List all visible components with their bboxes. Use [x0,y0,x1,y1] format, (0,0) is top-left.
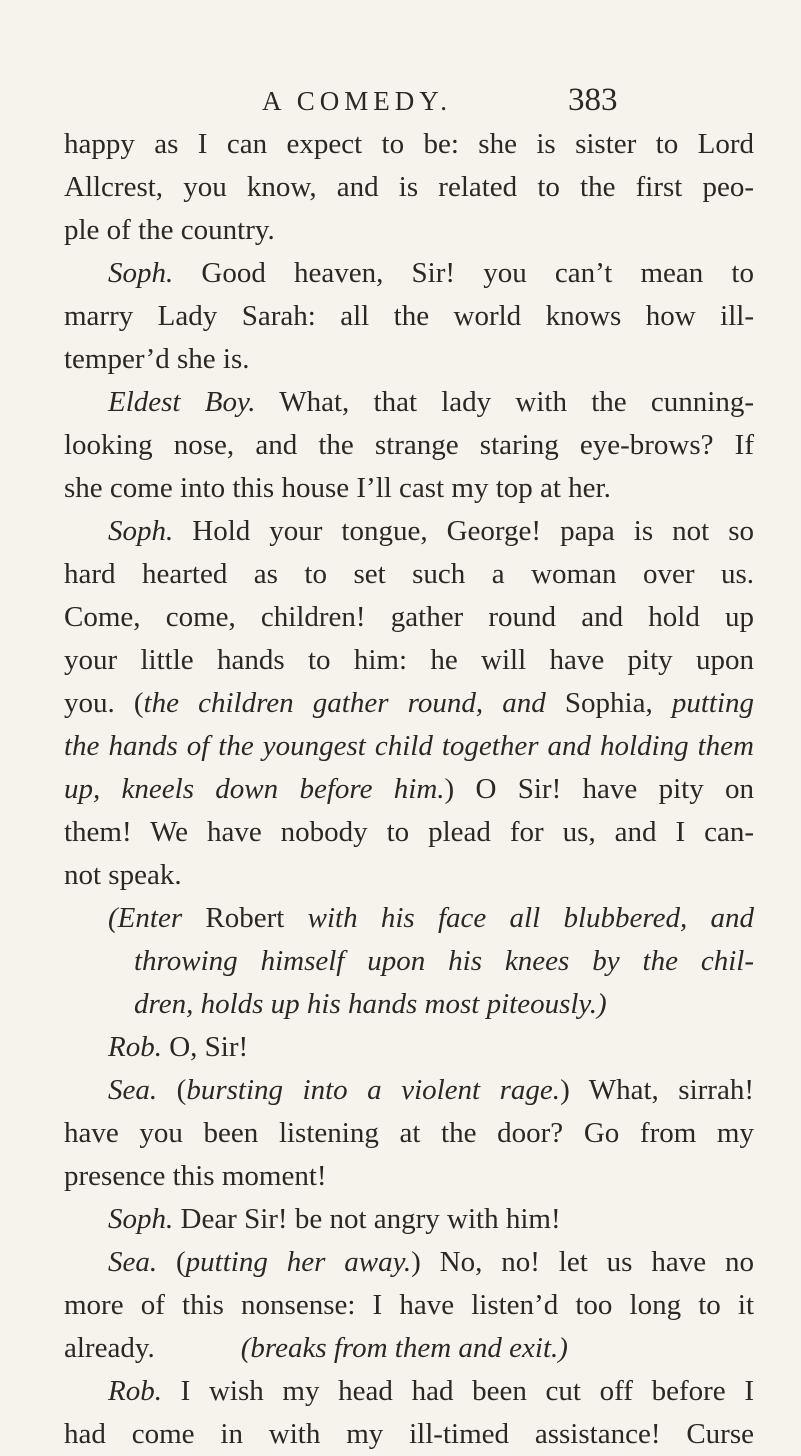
text-line: hard hearted as to set such a woman over us. [64,558,754,590]
text-line: up, kneels down before him.) O Sir! have pity on [64,773,754,805]
speaker-name: Rob. [108,1375,162,1407]
text-line: ple of the country. [64,214,275,246]
text-line: your little hands to him: he will have pity upon [64,644,754,676]
text-line: them! We have nobody to plead for us, and I can- [64,816,754,848]
text-line: Soph. Dear Sir! be not angry with him! [108,1203,561,1235]
running-title: A COMEDY. [262,86,453,116]
text-line: Soph. Good heaven, Sir! you can’t mean to [108,257,754,289]
text-line: you. (the children gather round, and Sophia, putting [64,687,754,719]
text-line: have you been listening at the door? Go from my [64,1117,754,1149]
text-line: Soph. Hold your tongue, George! papa is not so [108,515,754,547]
text-line: Allcrest, you know, and is related to the first peo- [64,171,754,203]
speaker-name: Soph. [108,515,174,547]
text-line: had come in with my ill-timed assistance! Curse [64,1418,754,1450]
text-line: marry Lady Sarah: all the world knows how ill- [64,300,754,332]
speaker-name: Soph. [108,1203,174,1235]
text-line: not speak. [64,859,182,891]
stage-direction-line: dren, holds up his hands most piteously.) [134,988,607,1020]
speaker-name: Eldest Boy. [108,386,256,418]
text-line: Sea. (bursting into a violent rage.) What, sirrah! [108,1074,754,1106]
text-line: presence this moment! [64,1160,327,1192]
speaker-name: Soph. [108,257,174,289]
stage-direction-line: throwing himself upon his knees by the chil- [134,945,754,977]
page-number: 383 [568,82,618,118]
stage-direction-line: (Enter Robert with his face all blubbered, and [108,902,754,934]
text-line: the hands of the youngest child together and holding them [64,730,754,762]
text-line: already. (breaks from them and exit.) [64,1332,568,1364]
text-line: Rob. I wish my head had been cut off before I [108,1375,754,1407]
text-line: Come, come, children! gather round and hold up [64,601,754,633]
speaker-name: Sea. [108,1074,158,1106]
text-line: more of this nonsense: I have listen’d too long to it [64,1289,754,1321]
body-text [64,123,754,1456]
speaker-name: Sea. [108,1246,158,1278]
text-line: Sea. (putting her away.) No, no! let us have no [108,1246,754,1278]
text-line: she come into this house I’ll cast my top at her. [64,472,611,504]
speaker-name: Rob. [108,1031,162,1063]
text-line: Rob. O, Sir! [108,1031,249,1063]
text-line: Eldest Boy. What, that lady with the cunning- [108,386,754,418]
text-line: temper’d she is. [64,343,250,375]
text-line: looking nose, and the strange staring eye-brows? If [64,429,754,461]
text-line: happy as I can expect to be: she is sister to Lord [64,128,754,160]
page-header [0,82,801,126]
